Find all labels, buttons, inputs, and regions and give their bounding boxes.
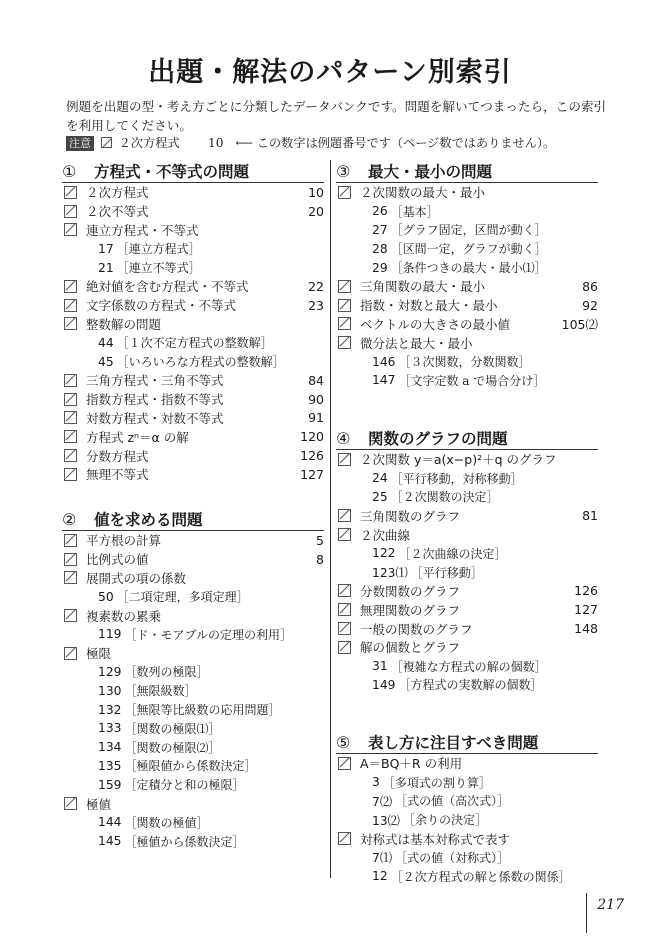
legend-label: ２次方程式 — [118, 136, 180, 150]
checkbox-icon — [338, 584, 351, 597]
item-number: 23 — [308, 297, 324, 313]
checkbox-icon — [64, 553, 77, 566]
checkbox-icon — [64, 797, 77, 810]
item-text: ２次関数 y＝a(x−p)²＋q のグラフ — [360, 452, 557, 468]
sub-item-number: 13⑵ — [372, 813, 400, 828]
sub-item-number: 26 — [372, 204, 388, 219]
checkbox-icon — [64, 449, 77, 462]
sub-item — [62, 258, 324, 277]
section-number: ⑤ — [336, 732, 351, 752]
sub-item-number: 31 — [372, 659, 388, 674]
sub-item-number: 7⑵ — [372, 794, 393, 809]
index-item — [336, 506, 598, 525]
sub-item-number: 44 — [98, 335, 114, 350]
sub-item — [336, 352, 598, 371]
section-graphs — [336, 427, 598, 694]
sub-item-number: 12 — [372, 869, 388, 884]
item-text: 解の個数とグラフ — [360, 640, 461, 656]
item-text: 連立方程式・不等式 — [86, 222, 199, 238]
sub-item-number: 25 — [372, 489, 388, 504]
checkbox-icon — [64, 430, 77, 443]
sub-item-number: 119 — [98, 627, 122, 642]
sub-item-number: 145 — [98, 834, 122, 849]
sub-item-number: 146 — [372, 354, 396, 369]
index-item — [62, 390, 324, 409]
index-item — [336, 183, 598, 202]
sub-item — [62, 832, 324, 851]
sub-item — [62, 813, 324, 832]
item-text: 三角方程式・三角不等式 — [86, 373, 224, 389]
sub-item-text: ［区間一定，グラフが動く］ — [390, 242, 547, 257]
index-item — [62, 277, 324, 296]
sub-item-text: ［無限等比級数の応用問題］ — [124, 703, 281, 718]
sub-item-text: ［無限級数］ — [124, 684, 197, 699]
checkbox-icon — [64, 468, 77, 481]
section-title: 表し方に注目すべき問題 — [368, 734, 539, 752]
item-number: 127 — [300, 466, 324, 482]
sub-item — [336, 792, 598, 811]
item-text: 文字係数の方程式・不等式 — [86, 298, 237, 314]
checkbox-icon — [338, 528, 351, 541]
sub-item-number: 159 — [98, 777, 122, 792]
sub-item-text: ［数列の極限］ — [124, 665, 209, 680]
sub-item — [336, 221, 598, 240]
sub-item-number: 133 — [98, 721, 122, 736]
sub-item-text: ［基本］ — [390, 204, 439, 219]
sub-item-text: ［方程式の実数解の個数］ — [398, 678, 543, 693]
sub-item-number: 149 — [372, 677, 396, 692]
section-header — [62, 160, 324, 183]
item-number: 5 — [316, 532, 324, 548]
checkbox-icon — [338, 317, 351, 330]
checkbox-icon — [338, 757, 351, 770]
index-item — [336, 450, 598, 469]
item-number: 127 — [574, 602, 598, 618]
sub-item-text: ［二項定理，多項定理］ — [116, 590, 249, 605]
item-number: 20 — [308, 203, 324, 219]
sub-item-number: 129 — [98, 664, 122, 679]
index-item — [62, 465, 324, 484]
sub-item-text: ［平行移動］ — [410, 565, 483, 580]
sub-item-number: 135 — [98, 758, 122, 773]
sub-item-text: ［極限値から係数決定］ — [124, 759, 257, 774]
item-text: 平方根の計算 — [86, 533, 162, 549]
item-text: 対称式は基本対称式で表す — [360, 831, 511, 847]
item-text: ２次関数の最大・最小 — [360, 185, 486, 201]
item-number: 91 — [308, 410, 324, 426]
sub-item-text: ［グラフ固定，区間が動く］ — [390, 223, 547, 238]
section-title: 値を求める問題 — [94, 511, 203, 529]
sub-item-number: 147 — [372, 373, 396, 388]
item-text: ２次曲線 — [360, 527, 411, 543]
index-item — [336, 619, 598, 638]
checkbox-icon — [64, 609, 77, 622]
sub-item-text: ［２次曲線の決定］ — [398, 546, 507, 561]
item-number: 10 — [308, 184, 324, 200]
sub-item-number: 27 — [372, 222, 388, 237]
item-text: ２次不等式 — [86, 204, 149, 220]
index-item — [62, 221, 324, 240]
checkbox-icon — [338, 509, 351, 522]
sub-item — [62, 663, 324, 682]
index-item — [336, 754, 598, 773]
index-item — [62, 183, 324, 202]
sub-item — [336, 371, 598, 390]
section-header — [336, 160, 598, 183]
index-item — [336, 296, 598, 315]
index-item — [336, 315, 598, 334]
index-item — [62, 644, 324, 663]
item-text: ベクトルの大きさの最小値 — [360, 316, 511, 332]
section-title: 関数のグラフの問題 — [368, 430, 508, 448]
section-equations — [62, 160, 324, 484]
sub-item-number: 28 — [372, 241, 388, 256]
sub-item-text: ［多項式の割り算］ — [382, 775, 491, 790]
sub-item-text: ［関数の極限⑴］ — [124, 721, 221, 736]
item-text: 分数関数のグラフ — [360, 583, 461, 599]
item-text: 複素数の累乗 — [86, 608, 162, 624]
checkbox-icon — [338, 622, 351, 635]
sub-item — [336, 657, 598, 676]
sub-item-number: 144 — [98, 815, 122, 830]
checkbox-icon — [64, 571, 77, 584]
index-item — [336, 525, 598, 544]
checkbox-icon — [338, 336, 351, 349]
item-text: 整数解の問題 — [86, 316, 162, 332]
index-item — [62, 531, 324, 550]
item-text: 極限 — [86, 646, 112, 662]
checkbox-icon — [64, 223, 77, 236]
sub-item — [336, 563, 598, 582]
page-title: 出題・解法のパターン別索引 — [148, 57, 512, 88]
item-number: 126 — [300, 448, 324, 464]
sub-item — [336, 258, 598, 277]
item-number: 90 — [308, 391, 324, 407]
item-text: 対数方程式・対数不等式 — [86, 410, 224, 426]
sub-item — [62, 239, 324, 258]
item-text: 比例式の値 — [86, 552, 149, 568]
checkbox-icon — [64, 534, 77, 547]
sub-item-number: 29 — [372, 260, 388, 275]
item-text: 指数・対数と最大・最小 — [360, 298, 498, 314]
sub-item-text: ［極値から係数決定］ — [124, 834, 245, 849]
item-text: 絶対値を含む方程式・不等式 — [86, 279, 249, 295]
item-number: 120 — [300, 429, 324, 445]
intro-text: 例題を出題の型・考え方ごとに分類したデータバンクです。問題を解いてつまったら，この索引を利用してください。 — [66, 99, 607, 133]
index-item — [336, 277, 598, 296]
index-item — [62, 606, 324, 625]
sub-item — [62, 681, 324, 700]
item-number: 105⑵ — [561, 316, 598, 332]
checkbox-icon — [101, 137, 112, 148]
index-item — [336, 600, 598, 619]
checkbox-icon — [64, 317, 77, 330]
sub-item-text: ［２次方程式の解と係数の関係］ — [390, 869, 571, 884]
item-text: A＝BQ＋R の利用 — [360, 756, 463, 772]
section-max-min — [336, 160, 598, 390]
sub-item-text: ［ド・モアブルの定理の利用］ — [124, 627, 293, 642]
sub-item — [62, 587, 324, 606]
sub-item-text: ［１次不定方程式の整数解］ — [116, 336, 273, 351]
sub-item-number: 130 — [98, 683, 122, 698]
sub-item-number: 45 — [98, 354, 114, 369]
checkbox-icon — [64, 299, 77, 312]
sub-item — [336, 773, 598, 792]
column-divider — [330, 160, 331, 878]
legend-note: ⟵ この数字は例題番号です（ページ数ではありません）。 — [235, 136, 556, 150]
sub-item-text: ［式の値（高次式）］ — [395, 794, 510, 809]
sub-item-text: ［関数の極値］ — [124, 815, 209, 830]
index-item — [62, 296, 324, 315]
item-number: 148 — [574, 621, 598, 637]
index-item — [62, 569, 324, 588]
checkbox-icon — [338, 186, 351, 199]
index-item — [336, 638, 598, 657]
checkbox-icon — [338, 832, 351, 845]
item-number: 22 — [308, 278, 324, 294]
sub-item-text: ［複雑な方程式の解の個数］ — [390, 659, 547, 674]
section-number: ② — [62, 509, 77, 529]
sub-item-number: 122 — [372, 546, 396, 561]
page-number: 217 — [586, 893, 624, 933]
sub-item — [62, 757, 324, 776]
sub-item — [62, 333, 324, 352]
sub-item-text: ［文字定数 a で場合分け］ — [398, 373, 546, 388]
checkbox-icon — [64, 647, 77, 660]
section-expressions — [336, 731, 598, 886]
section-number: ④ — [336, 428, 351, 448]
sub-item-text: ［連立不等式］ — [116, 261, 201, 276]
checkbox-icon — [64, 205, 77, 218]
section-title: 最大・最小の問題 — [368, 163, 493, 181]
checkbox-icon — [64, 411, 77, 424]
item-text: 微分法と最大・最小 — [360, 335, 473, 351]
item-text: 無理不等式 — [86, 467, 149, 483]
item-number: 86 — [582, 278, 598, 294]
item-number: 126 — [574, 583, 598, 599]
checkbox-icon — [64, 374, 77, 387]
checkbox-icon — [64, 393, 77, 406]
sub-item-text: ［３次関数，分数関数］ — [398, 355, 531, 370]
legend — [66, 134, 626, 151]
item-text: 無理関数のグラフ — [360, 602, 461, 618]
sub-item-number: 132 — [98, 702, 122, 717]
index-item — [336, 829, 598, 848]
sub-item — [62, 738, 324, 757]
item-text: 展開式の項の係数 — [86, 570, 187, 586]
section-title: 方程式・不等式の問題 — [94, 163, 250, 181]
sub-item — [336, 488, 598, 507]
sub-item-text: ［いろいろな方程式の整数解］ — [116, 355, 285, 370]
item-number: 92 — [582, 297, 598, 313]
sub-item-text: ［条件つきの最大・最小⑴］ — [390, 261, 547, 276]
sub-item — [336, 848, 598, 867]
index-item — [336, 582, 598, 601]
index-item — [62, 794, 324, 813]
sub-item-text: ［関数の極限⑵］ — [124, 740, 221, 755]
legend-number: 10 — [208, 136, 224, 150]
sub-item — [336, 202, 598, 221]
sub-item-number: 3 — [372, 775, 380, 790]
sub-item — [62, 719, 324, 738]
section-values — [62, 508, 324, 851]
sub-item — [336, 810, 598, 829]
sub-item — [336, 544, 598, 563]
sub-item-text: ［連立方程式］ — [116, 242, 201, 257]
sub-item-number: 17 — [98, 241, 114, 256]
checkbox-icon — [338, 453, 351, 466]
index-item — [336, 333, 598, 352]
sub-item — [62, 700, 324, 719]
item-text: ２次方程式 — [86, 185, 149, 201]
sub-item-text: ［式の値（対称式）］ — [395, 850, 510, 865]
checkbox-icon — [338, 299, 351, 312]
index-item — [62, 427, 324, 446]
sub-item-number: 50 — [98, 589, 114, 604]
item-text: 指数方程式・指数不等式 — [86, 392, 224, 408]
index-item — [62, 550, 324, 569]
sub-item-text: ［平行移動，対称移動］ — [390, 471, 523, 486]
note-tag: 注意 — [66, 136, 94, 151]
item-number: 8 — [316, 551, 324, 567]
sub-item-text: ［定積分と和の極限］ — [124, 778, 245, 793]
item-text: 三角関数のグラフ — [360, 508, 461, 524]
section-header — [336, 427, 598, 450]
section-header — [336, 731, 598, 754]
sub-item-number: 134 — [98, 740, 122, 755]
checkbox-icon — [64, 280, 77, 293]
section-number: ① — [62, 161, 77, 181]
section-header — [62, 508, 324, 531]
sub-item-number: 123⑴ — [372, 566, 408, 581]
sub-item — [336, 867, 598, 886]
sub-item — [62, 625, 324, 644]
sub-item — [336, 239, 598, 258]
sub-item — [336, 469, 598, 488]
sub-item-number: 24 — [372, 471, 388, 486]
sub-item — [62, 352, 324, 371]
sub-item-number: 7⑴ — [372, 851, 393, 866]
sub-item-text: ［２次関数の決定］ — [390, 490, 499, 505]
item-number: 81 — [582, 508, 598, 524]
index-item — [62, 371, 324, 390]
checkbox-icon — [338, 641, 351, 654]
item-text: 一般の関数のグラフ — [360, 621, 473, 637]
item-text: 極値 — [86, 796, 112, 812]
index-item — [62, 202, 324, 221]
index-item — [62, 409, 324, 428]
checkbox-icon — [338, 603, 351, 616]
sub-item — [62, 775, 324, 794]
index-item — [62, 446, 324, 465]
item-text: 分数方程式 — [86, 448, 149, 464]
section-number: ③ — [336, 161, 351, 181]
item-text: 方程式 zⁿ＝α の解 — [86, 429, 189, 445]
item-text: 三角関数の最大・最小 — [360, 279, 486, 295]
item-number: 84 — [308, 372, 324, 388]
sub-item-number: 21 — [98, 260, 114, 275]
checkbox-icon — [64, 186, 77, 199]
sub-item-text: ［余りの決定］ — [402, 813, 487, 828]
sub-item — [336, 676, 598, 695]
checkbox-icon — [338, 280, 351, 293]
index-item — [62, 315, 324, 334]
